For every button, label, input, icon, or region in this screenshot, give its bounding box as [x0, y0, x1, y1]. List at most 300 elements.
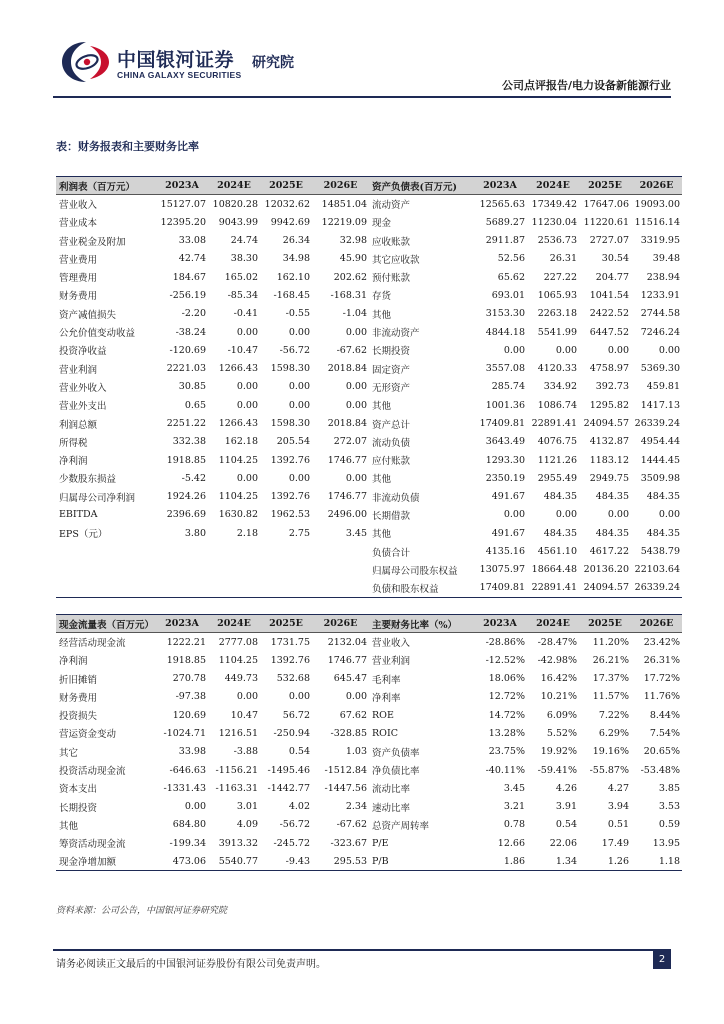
value-cell: 2955.49 [537, 472, 577, 484]
value-cell: 2744.58 [640, 308, 680, 320]
value-cell: 0.00 [658, 344, 680, 356]
value-cell: 7.22% [598, 709, 629, 721]
value-cell: 1266.43 [218, 363, 258, 375]
value-cell: 6.09% [546, 709, 577, 721]
value-cell: 2727.07 [589, 235, 629, 247]
value-cell: 473.06 [156, 852, 208, 870]
row-label: 非流动负债 [372, 492, 420, 504]
row-label [56, 579, 156, 597]
value-cell: 3643.49 [485, 436, 525, 448]
row-label: 无形资产 [372, 382, 411, 394]
value-cell: 491.67 [491, 527, 525, 539]
row-label: 净利润 [59, 456, 88, 468]
value-cell: -1512.84 [324, 764, 367, 776]
value-cell: 32.98 [339, 235, 367, 247]
value-cell: -85.34 [227, 289, 258, 301]
value-cell: -9.43 [260, 852, 312, 870]
value-cell: 1.26 [579, 852, 631, 870]
value-cell: 1295.82 [589, 399, 629, 411]
value-cell: 26.34 [282, 235, 310, 247]
value-cell: 0.78 [503, 819, 525, 831]
row-label: 其他 [59, 820, 79, 832]
header-divider [53, 96, 671, 98]
row-label: 营业利润 [59, 364, 98, 376]
value-cell: 56.72 [282, 709, 310, 721]
value-cell [312, 542, 369, 560]
header-cell: 2023A [156, 177, 208, 195]
value-cell: -42.98% [537, 654, 577, 666]
value-cell: 15127.07 [160, 198, 206, 210]
value-cell: 1104.25 [218, 454, 258, 466]
value-cell: 4844.18 [485, 326, 525, 338]
value-cell: 24.74 [230, 235, 258, 247]
value-cell: 17647.06 [583, 198, 629, 210]
row-label: 公允价值变动收益 [59, 328, 136, 340]
value-cell: 1746.77 [327, 454, 367, 466]
value-cell: 0.00 [288, 399, 310, 411]
table-row [56, 469, 682, 487]
value-cell [208, 561, 260, 579]
value-cell: 0.00 [345, 326, 367, 338]
header-cell: 利润表（百万元） [56, 177, 156, 195]
value-cell: 52.56 [497, 253, 525, 265]
value-cell: -3.88 [233, 746, 258, 758]
value-cell: 1121.26 [537, 454, 577, 466]
value-cell: 22891.41 [531, 418, 577, 429]
value-cell: 1001.36 [485, 399, 525, 411]
value-cell: 1392.76 [270, 654, 310, 666]
value-cell: 238.94 [646, 271, 680, 283]
value-cell: 645.47 [333, 673, 367, 685]
report-header [0, 0, 724, 100]
value-cell: 0.00 [345, 691, 367, 703]
value-cell: 23.42% [643, 636, 680, 648]
row-label: 资产负债率 [372, 747, 420, 759]
value-cell: 532.68 [276, 673, 310, 685]
row-label: 投资损失 [59, 711, 98, 723]
header-cell: 2026E [312, 615, 369, 633]
row-label: 筹资活动现金流 [59, 839, 126, 851]
header-cell: 2026E [631, 615, 682, 633]
value-cell: 10.47 [230, 709, 258, 721]
value-cell [156, 542, 208, 560]
value-cell: 162.18 [224, 436, 258, 448]
row-label: EBITDA [59, 509, 98, 521]
value-cell: 3.01 [236, 801, 258, 813]
value-cell: 42.74 [178, 253, 206, 265]
value-cell: 1444.45 [640, 454, 680, 466]
row-label: 现金 [372, 218, 392, 230]
value-cell: 0.00 [288, 691, 310, 703]
value-cell: 2.18 [236, 527, 258, 539]
table-row [56, 834, 682, 852]
value-cell: 12.66 [497, 837, 525, 849]
value-cell: 7246.24 [640, 326, 680, 338]
value-cell: 1731.75 [270, 636, 310, 648]
value-cell: 1918.85 [166, 454, 206, 466]
value-cell: 484.35 [543, 527, 577, 539]
value-cell: 0.00 [658, 509, 680, 521]
row-label [56, 542, 156, 560]
table-row [56, 305, 682, 323]
value-cell: 0.65 [184, 399, 206, 411]
value-cell: 3153.30 [485, 308, 525, 320]
value-cell: 1924.26 [166, 491, 206, 503]
value-cell: 0.54 [555, 819, 577, 831]
value-cell: 2422.52 [589, 308, 629, 320]
value-cell: 12395.20 [160, 216, 206, 228]
row-label: 现金净增加额 [56, 852, 156, 870]
value-cell: 1918.85 [166, 654, 206, 666]
value-cell: -1442.77 [267, 782, 310, 794]
value-cell: 0.00 [236, 381, 258, 393]
value-cell: -56.72 [279, 344, 310, 356]
value-cell: 1183.12 [589, 454, 629, 466]
value-cell: 26.21% [592, 654, 629, 666]
header-cell: 现金流量表（百万元） [56, 615, 156, 633]
table-row [56, 724, 682, 742]
table-row [56, 852, 682, 870]
row-label: 少数股东损益 [59, 474, 117, 486]
table-row [56, 250, 682, 268]
value-cell: 20136.20 [583, 564, 629, 576]
row-label: 营业外支出 [59, 401, 107, 413]
galaxy-logo-icon [60, 40, 112, 84]
row-label [56, 561, 156, 579]
value-cell: 8.44% [649, 709, 680, 721]
row-label: 其他 [372, 401, 392, 413]
value-cell: -40.11% [485, 764, 525, 776]
value-cell: -28.86% [485, 636, 525, 648]
header-cell: 2025E [260, 177, 312, 195]
row-label: 非流动资产 [372, 328, 420, 340]
value-cell: 1.86 [473, 852, 527, 870]
value-cell: 1.34 [527, 852, 579, 870]
value-cell: 184.67 [172, 271, 206, 283]
value-cell: 2221.03 [166, 363, 206, 375]
row-label: 资本支出 [59, 784, 98, 796]
value-cell: -0.41 [233, 308, 258, 320]
row-label: 净利润 [59, 656, 88, 668]
value-cell: 285.74 [491, 381, 525, 393]
value-cell: 3509.98 [640, 472, 680, 484]
value-cell: 0.54 [288, 746, 310, 758]
value-cell: 0.59 [658, 819, 680, 831]
value-cell: 16.42% [540, 673, 577, 685]
row-label: 经营活动现金流 [59, 638, 126, 650]
value-cell: 30.85 [178, 381, 206, 393]
value-cell [312, 579, 369, 597]
table-row [56, 761, 682, 779]
value-cell: 1630.82 [218, 509, 258, 521]
value-cell: -55.87% [589, 764, 629, 776]
value-cell: 1746.77 [327, 491, 367, 503]
value-cell: 5.52% [546, 727, 577, 739]
row-label: 毛利率 [372, 674, 401, 686]
value-cell: -250.94 [273, 727, 310, 739]
value-cell: 0.00 [607, 344, 629, 356]
table-row [56, 341, 682, 359]
value-cell: 1962.53 [270, 509, 310, 521]
value-cell: 3.80 [184, 527, 206, 539]
row-label: 固定资产 [372, 364, 411, 376]
table-row [56, 633, 682, 651]
value-cell: 19.16% [592, 746, 629, 758]
value-cell: 11.57% [592, 691, 629, 703]
row-label: 营业费用 [59, 254, 98, 266]
value-cell: 120.69 [172, 709, 206, 721]
value-cell: -120.69 [169, 344, 206, 356]
row-label: ROIC [372, 727, 398, 739]
value-cell: 1041.54 [589, 289, 629, 301]
row-label: 营业外收入 [59, 382, 107, 394]
value-cell: 7.54% [649, 727, 680, 739]
disclaimer-text: 请务必阅读正文最后的中国银河证券股份有限公司免责声明。 [56, 959, 326, 970]
table-row [56, 542, 682, 560]
value-cell: 20.65% [643, 746, 680, 758]
value-cell: 4076.75 [537, 436, 577, 448]
value-cell: 0.00 [184, 801, 206, 813]
row-label: 净利率 [372, 692, 401, 704]
value-cell: 3.85 [658, 782, 680, 794]
header-cell: 2024E [527, 177, 579, 195]
value-cell: 0.00 [236, 472, 258, 484]
value-cell: -67.62 [336, 819, 367, 831]
header-cell: 2024E [208, 615, 260, 633]
value-cell: 14851.04 [321, 198, 367, 210]
row-label: EPS（元） [59, 529, 108, 541]
value-cell: -38.24 [175, 326, 206, 338]
row-label: 其它应收款 [372, 254, 420, 266]
value-cell: -56.72 [279, 819, 310, 831]
value-cell: 334.92 [543, 381, 577, 393]
value-cell: 3.94 [607, 801, 629, 813]
value-cell: 1065.93 [537, 289, 577, 301]
table-row [56, 561, 682, 579]
row-label: 投资活动现金流 [59, 766, 126, 778]
value-cell: 9043.99 [218, 216, 258, 228]
value-cell: 0.00 [503, 509, 525, 521]
row-label: 所得税 [59, 437, 88, 449]
table-row [56, 706, 682, 724]
table-row [56, 669, 682, 687]
row-label: ROE [372, 709, 394, 721]
value-cell: 17.49 [601, 837, 629, 849]
value-cell: 34.98 [282, 253, 310, 265]
value-cell: -1495.46 [267, 764, 310, 776]
value-cell: 10.21% [540, 691, 577, 703]
value-cell: 0.00 [288, 381, 310, 393]
row-label: 流动比率 [372, 784, 411, 796]
row-label: 负债合计 [372, 547, 411, 559]
table-row [56, 488, 682, 506]
value-cell: 272.07 [333, 436, 367, 448]
table-row [56, 579, 682, 597]
row-label: 净负债比率 [372, 766, 420, 778]
table-row [56, 231, 682, 249]
value-cell: 2.34 [345, 801, 367, 813]
value-cell: 1392.76 [270, 491, 310, 503]
header-cell: 资产负债表(百万元) [369, 177, 473, 195]
value-cell: 270.78 [172, 673, 206, 685]
row-label: 流动负债 [372, 437, 411, 449]
value-cell: 295.53 [312, 852, 369, 870]
table-row [56, 451, 682, 469]
value-cell: -245.72 [273, 837, 310, 849]
row-label: 其他 [372, 474, 392, 486]
value-cell: 19.92% [540, 746, 577, 758]
value-cell: -1.04 [342, 308, 367, 320]
value-cell: 484.35 [646, 527, 680, 539]
value-cell: 2251.22 [166, 418, 206, 429]
value-cell: 17349.42 [531, 198, 577, 210]
value-cell: 33.08 [178, 235, 206, 247]
value-cell: -1156.21 [215, 764, 258, 776]
value-cell: -53.48% [640, 764, 680, 776]
value-cell: 1104.25 [218, 491, 258, 503]
value-cell: -1447.56 [324, 782, 367, 794]
value-cell: 0.00 [555, 509, 577, 521]
value-cell: -2.20 [181, 308, 206, 320]
value-cell: 17.72% [643, 673, 680, 685]
value-cell: 45.90 [339, 253, 367, 265]
value-cell: 3913.32 [218, 837, 258, 849]
value-cell: 65.62 [497, 271, 525, 283]
table-row [56, 506, 682, 524]
value-cell: -1331.43 [163, 782, 206, 794]
row-label: 其它 [59, 747, 79, 759]
table-row [56, 524, 682, 542]
value-cell: 0.00 [345, 399, 367, 411]
value-cell: 0.00 [288, 326, 310, 338]
value-cell: -0.55 [285, 308, 310, 320]
value-cell: 11516.14 [634, 216, 680, 228]
table-row [56, 213, 682, 231]
value-cell: 23.75% [488, 746, 525, 758]
table-row [56, 323, 682, 341]
value-cell: -199.34 [169, 837, 206, 849]
value-cell: 24094.57 [579, 579, 631, 597]
value-cell: 2777.08 [218, 636, 258, 648]
value-cell: 22103.64 [634, 564, 680, 576]
institute-label: 研究院 [252, 55, 294, 71]
table-row [56, 195, 682, 213]
value-cell: 202.62 [333, 271, 367, 283]
value-cell: 2911.87 [485, 235, 525, 247]
value-cell: 11230.04 [531, 216, 577, 228]
value-cell: 3.91 [555, 801, 577, 813]
table-row [56, 359, 682, 377]
value-cell [260, 542, 312, 560]
value-cell: 3319.95 [640, 235, 680, 247]
header-cell: 2023A [473, 615, 527, 633]
row-label: 应付账款 [372, 456, 411, 468]
value-cell: -5.42 [181, 472, 206, 484]
value-cell: 2350.19 [485, 472, 525, 484]
value-cell: 12.72% [488, 691, 525, 703]
value-cell: 4617.22 [589, 546, 629, 558]
value-cell: 205.54 [276, 436, 310, 448]
row-label: 流动资产 [372, 200, 411, 212]
value-cell: 14.72% [488, 709, 525, 721]
row-label: 长期投资 [372, 346, 411, 358]
value-cell: -256.19 [169, 289, 206, 301]
table-row [56, 433, 682, 451]
table-row [56, 688, 682, 706]
table-row [56, 268, 682, 286]
value-cell: 1417.13 [640, 399, 680, 411]
value-cell: 1233.91 [640, 289, 680, 301]
value-cell: 17.37% [592, 673, 629, 685]
value-cell: 5540.77 [208, 852, 260, 870]
row-label: 财务费用 [59, 291, 98, 303]
value-cell: 0.51 [607, 819, 629, 831]
row-label: 营业收入 [59, 200, 98, 212]
table-row [56, 378, 682, 396]
value-cell: 1266.43 [218, 418, 258, 429]
value-cell: 1086.74 [537, 399, 577, 411]
header-cell: 2024E [208, 177, 260, 195]
table-row [56, 396, 682, 414]
value-cell: -59.41% [537, 764, 577, 776]
value-cell: 5438.79 [640, 546, 680, 558]
value-cell: 4561.10 [537, 546, 577, 558]
value-cell: 484.35 [595, 491, 629, 503]
row-label: 营运资金变动 [59, 729, 117, 741]
value-cell: 3.45 [345, 527, 367, 539]
row-label: P/E [372, 837, 389, 849]
value-cell: 5541.99 [537, 326, 577, 338]
table-row [56, 414, 682, 432]
value-cell: 392.73 [595, 381, 629, 393]
row-label: 营业利润 [372, 656, 411, 668]
value-cell: 4135.16 [485, 546, 525, 558]
value-cell: 12219.09 [321, 216, 367, 228]
table-title: 表：财务报表和主要财务比率 [56, 140, 199, 153]
header-cell: 2025E [260, 615, 312, 633]
value-cell: 491.67 [491, 491, 525, 503]
income-balance-table [56, 176, 682, 598]
value-cell: 4.09 [236, 819, 258, 831]
value-cell: 0.00 [345, 381, 367, 393]
value-cell: 2263.18 [537, 308, 577, 320]
value-cell: 11.76% [643, 691, 680, 703]
header-cell: 2024E [527, 615, 579, 633]
row-label: P/B [369, 852, 473, 870]
value-cell: 484.35 [543, 491, 577, 503]
value-cell: 0.00 [236, 691, 258, 703]
value-cell: 13.95 [652, 837, 680, 849]
value-cell: 3.21 [503, 801, 525, 813]
value-cell: 1293.30 [485, 454, 525, 466]
row-label: 长期投资 [59, 802, 98, 814]
income-balance-header-row [56, 177, 682, 195]
value-cell: 5689.27 [485, 216, 525, 228]
company-name-en: CHINA GALAXY SECURITIES [117, 70, 242, 80]
value-cell: 26339.24 [631, 579, 682, 597]
value-cell: 3.53 [658, 801, 680, 813]
value-cell: 3.45 [503, 782, 525, 794]
row-label: 利润总额 [59, 419, 98, 431]
value-cell: 17409.81 [479, 418, 525, 429]
value-cell: 11220.61 [583, 216, 629, 228]
value-cell: 204.77 [595, 271, 629, 283]
value-cell: -168.31 [330, 289, 367, 301]
value-cell: 0.00 [236, 326, 258, 338]
value-cell: -168.45 [273, 289, 310, 301]
header-cell: 2025E [579, 177, 631, 195]
value-cell: 12032.62 [264, 198, 310, 210]
